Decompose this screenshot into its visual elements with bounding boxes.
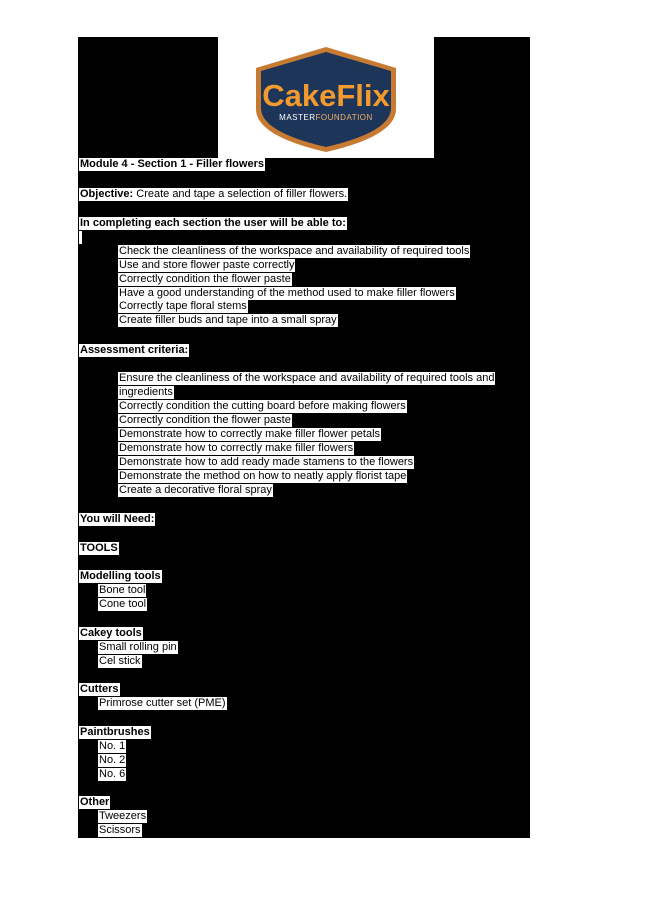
logo-sub-foundation: FOUNDATION	[315, 113, 373, 122]
tool-item: Cone tool	[99, 598, 147, 610]
group-heading-cakey-tools: Cakey tools	[80, 627, 142, 639]
outcome-item: Have a good understanding of the method used to make filler flowers	[119, 287, 455, 299]
outcome-item: Create filler buds and tape into a small spray	[119, 314, 337, 326]
assessment-heading: Assessment criteria:	[80, 344, 189, 356]
group-heading-other: Other	[80, 796, 110, 808]
criteria-item: Demonstrate the method on how to neatly apply florist tape	[119, 470, 407, 482]
tool-item: Bone tool	[99, 584, 146, 596]
logo-brand-text: CakeFlix	[262, 78, 390, 113]
group-heading-cutters: Cutters	[80, 683, 119, 695]
criteria-item: Demonstrate how to correctly make filler flower petals	[119, 428, 381, 440]
tool-item: Primrose cutter set (PME)	[99, 697, 226, 709]
tool-item: Small rolling pin	[99, 641, 177, 653]
criteria-item: ingredients	[119, 386, 173, 398]
group-heading-modelling-tools: Modelling tools	[80, 570, 161, 582]
objective-text: Create and tape a selection of filler flowers.	[133, 188, 348, 200]
criteria-item: Correctly condition the flower paste	[119, 414, 291, 426]
tool-item: No. 2	[99, 754, 126, 766]
cakeflix-logo	[218, 37, 434, 158]
outcome-item: Use and store flower paste correctly	[119, 259, 295, 271]
blank-line	[79, 231, 82, 244]
tools-heading: TOOLS	[80, 542, 118, 554]
tool-item: Tweezers	[99, 810, 147, 822]
outcome-item: Correctly condition the flower paste	[119, 273, 291, 285]
tool-item: No. 6	[99, 768, 126, 780]
objective-label: Objective:	[80, 188, 134, 200]
completing-heading: In completing each section the user will be able to:	[80, 217, 346, 229]
svg-text:MASTERFOUNDATION	[279, 113, 373, 122]
criteria-item: Ensure the cleanliness of the workspace and availability of required tools and	[119, 372, 495, 384]
outcome-item: Check the cleanliness of the workspace and availability of required tools	[119, 245, 470, 257]
outcome-item: Correctly tape floral stems	[119, 300, 247, 312]
group-heading-paintbrushes: Paintbrushes	[80, 726, 150, 738]
criteria-item: Create a decorative floral spray	[119, 484, 272, 496]
objective-line	[79, 188, 348, 201]
tool-item: Cel stick	[99, 655, 141, 667]
tool-item: No. 1	[99, 740, 126, 752]
criteria-item: Correctly condition the cutting board before making flowers	[119, 400, 406, 412]
tool-item: Scissors	[99, 824, 141, 836]
module-title: Module 4 - Section 1 - Filler flowers	[80, 158, 264, 170]
logo-sub-master: MASTER	[279, 113, 316, 122]
criteria-item: Demonstrate how to correctly make filler flowers	[119, 442, 354, 454]
you-will-need-heading: You will Need:	[80, 513, 155, 525]
criteria-item: Demonstrate how to add ready made stamens to the flowers	[119, 456, 414, 468]
